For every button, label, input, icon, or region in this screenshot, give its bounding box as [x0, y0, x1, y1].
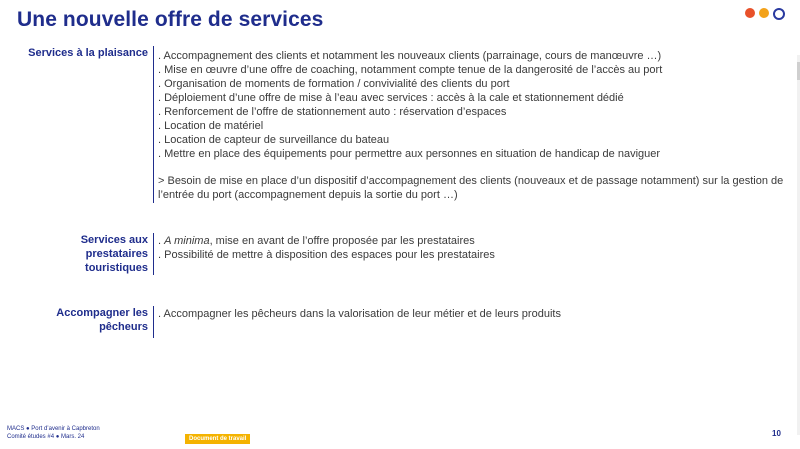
page-title: Une nouvelle offre de services	[17, 8, 324, 31]
section-divider	[153, 233, 154, 275]
list-item: . Mise en œuvre d’une offre de coaching, notamment compte tenue de la dangerosité de l’accès au port	[158, 64, 663, 76]
page-number: 10	[772, 429, 781, 438]
section-label	[0, 306, 148, 334]
footer-line: Comité études #4 ● Mars. 24	[7, 433, 85, 440]
list-item: . Déploiement d’une offre de mise à l’eau avec services : accès à la cale et stationnement dédié	[158, 92, 624, 104]
list-item: . Accompagnement des clients et notamment les nouveaux clients (parrainage, cours de manœuvre …)	[158, 50, 662, 62]
section-items	[158, 49, 788, 202]
list-item-prefix: .	[158, 235, 165, 247]
footer-line: MACS ● Port d’avenir à Capbreton	[7, 426, 100, 432]
list-item-emphasis: A minima	[164, 235, 210, 247]
list-item: . Accompagner les pêcheurs dans la valorisation de leur métier et de leurs produits	[158, 308, 561, 320]
section-prestataires	[0, 233, 800, 283]
section-label-line: pêcheurs	[99, 321, 148, 333]
list-item: . Mettre en place des équipements pour permettre aux personnes en situation de handicap de naviguer	[158, 148, 661, 160]
section-divider	[153, 306, 154, 338]
section-label-line: Services aux	[80, 234, 148, 246]
footer-info	[7, 426, 100, 441]
section-label-line: touristiques	[85, 262, 148, 274]
logo-red-circle-icon	[745, 8, 755, 18]
list-item	[158, 234, 788, 248]
status-badge: Document de travail	[185, 434, 250, 444]
section-note: > Besoin de mise en place d’un dispositif d’accompagnement des clients (nouveaux et de passage notamment) sur la gestion de l’entrée du port (accompagnement depuis la sortie du port …)	[158, 175, 784, 201]
list-item: . Location de capteur de surveillance du bateau	[158, 134, 390, 146]
section-divider	[153, 46, 154, 203]
section-pecheurs	[0, 306, 800, 342]
section-label: Services à la plaisance	[28, 47, 148, 59]
section-items	[158, 234, 788, 262]
section-label	[0, 233, 148, 275]
list-item: . Organisation de moments de formation / convivialité des clients du port	[158, 78, 510, 90]
logo-blue-ring-icon	[773, 8, 785, 20]
logo-orange-circle-icon	[759, 8, 769, 18]
section-label-line: Accompagner les	[56, 307, 148, 319]
list-item: . Possibilité de mettre à disposition des espaces pour les prestataires	[158, 249, 495, 261]
brand-logo	[745, 8, 789, 22]
section-plaisance	[0, 46, 800, 206]
list-item: . Location de matériel	[158, 120, 264, 132]
list-item-text: , mise en avant de l’offre proposée par les prestataires	[209, 235, 475, 247]
section-label-line: prestataires	[85, 248, 148, 260]
section-items	[158, 307, 788, 321]
list-item: . Renforcement de l’offre de stationnement auto : réservation d’espaces	[158, 106, 507, 118]
